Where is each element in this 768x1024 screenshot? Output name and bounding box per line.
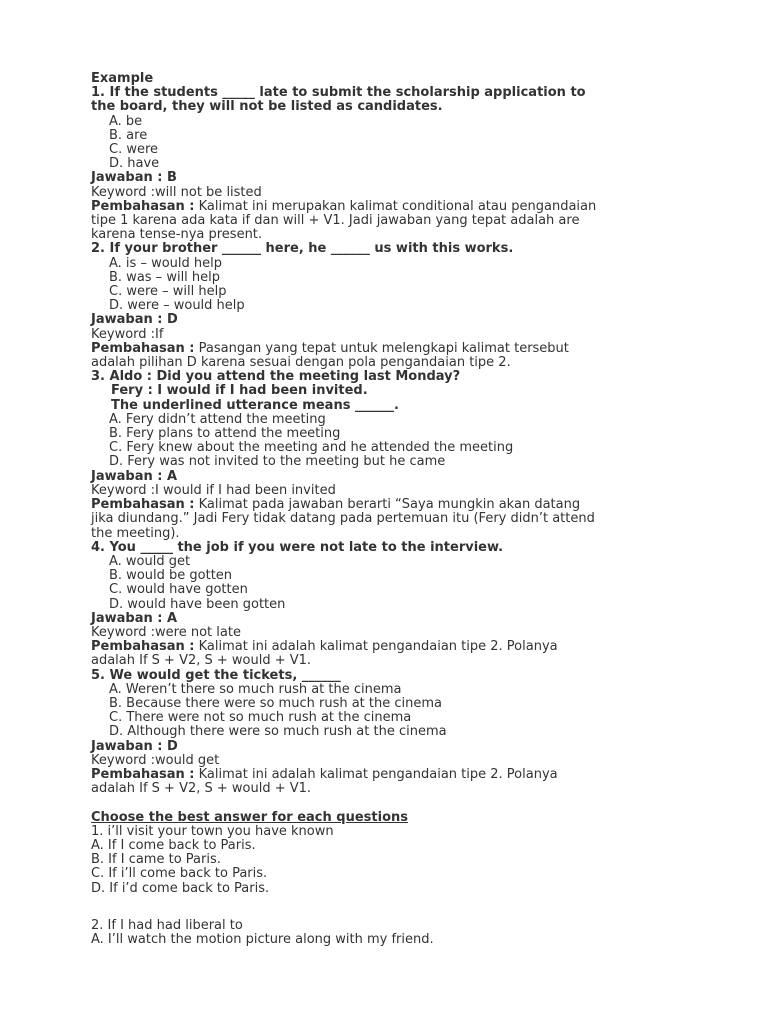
question-1-explanation-line-3: karena tense-nya present. — [91, 227, 263, 243]
question-2-option-b: B. was – will help — [109, 269, 221, 285]
question-2-line-1: 2. If your brother ______ here, he ______ us with this works. — [91, 241, 514, 257]
example-heading: Example — [91, 71, 154, 86]
question-2-keyword: Keyword :If — [91, 326, 164, 342]
question-5-answer: Jawaban : D — [91, 738, 178, 754]
question-4-answer: Jawaban : A — [91, 610, 178, 626]
explanation-label: Pembahasan : — [91, 340, 195, 356]
spacer — [91, 796, 691, 810]
question-1-line-2: the board, they will not be listed as candidates. — [91, 99, 443, 115]
exercise-1-line-1: 1. i’ll visit your town you have known — [91, 823, 334, 839]
section-heading: Choose the best answer for each questions — [91, 809, 408, 825]
question-3-option-b: B. Fery plans to attend the meeting — [109, 426, 341, 442]
question-2-option-c: C. were – will help — [109, 284, 227, 300]
question-2-answer: Jawaban : D — [91, 312, 178, 328]
question-3-explanation-line-2: jika diundang.” Jadi Fery tidak datang pada pertemuan itu (Fery didn’t attend — [91, 511, 595, 527]
question-3-explanation-line-3: the meeting). — [91, 525, 180, 541]
question-4-option-b: B. would be gotten — [109, 568, 233, 584]
question-5-option-c: C. There were not so much rush at the cinema — [109, 710, 412, 726]
question-5-option-b: B. Because there were so much rush at the cinema — [109, 695, 442, 711]
question-4-option-d: D. would have been gotten — [109, 596, 286, 612]
question-4-line-1: 4. You _____ the job if you were not late to the interview. — [91, 539, 504, 555]
question-3-option-d: D. Fery was not invited to the meeting but he came — [109, 454, 446, 470]
question-3-explanation — [91, 498, 691, 512]
question-4-keyword: Keyword :were not late — [91, 624, 241, 640]
question-1-explanation-line-2: tipe 1 karena ada kata if dan will + V1. Jadi jawaban yang tepat adalah are — [91, 213, 580, 229]
question-1-explanation — [91, 200, 691, 214]
question-2-explanation-line-2: adalah pilihan D karena sesuai dengan pola pengandaian tipe 2. — [91, 355, 511, 371]
spacer — [91, 896, 691, 919]
question-4-explanation — [91, 640, 691, 654]
explanation-label: Pembahasan : — [91, 497, 195, 513]
question-5-keyword: Keyword :would get — [91, 752, 220, 768]
question-1-line-1: 1. If the students _____ late to submit the scholarship application to — [91, 85, 586, 101]
document-page — [91, 72, 691, 947]
explanation-label: Pembahasan : — [91, 639, 195, 655]
question-1-option-b: B. are — [109, 127, 148, 143]
explanation-text: Pasangan yang tepat untuk melengkapi kalimat tersebut — [194, 340, 569, 356]
exercise-2-line-1: 2. If I had had liberal to — [91, 917, 243, 933]
question-3-answer: Jawaban : A — [91, 468, 178, 484]
question-1-answer: Jawaban : B — [91, 170, 177, 186]
question-2-option-a: A. is – would help — [109, 255, 223, 271]
question-3-option-a: A. Fery didn’t attend the meeting — [109, 411, 326, 427]
question-3-line-2: Fery : I would if I had been invited. — [111, 383, 368, 399]
question-5-explanation — [91, 768, 691, 782]
explanation-text: Kalimat pada jawaban berarti “Saya mungkin akan datang — [194, 497, 581, 513]
question-5-line-1: 5. We would get the tickets, ______ — [91, 667, 341, 683]
question-5-explanation-line-2: adalah If S + V2, S + would + V1. — [91, 781, 312, 797]
exercise-1-option-b: B. If I came to Paris. — [91, 852, 221, 868]
explanation-text: Kalimat ini adalah kalimat pengandaian tipe 2. Polanya — [194, 766, 558, 782]
question-1-option-d: D. have — [109, 156, 160, 172]
exercise-1-option-c: C. If i’ll come back to Paris. — [91, 866, 268, 882]
question-4-explanation-line-2: adalah If S + V2, S + would + V1. — [91, 653, 312, 669]
question-3-line-1: 3. Aldo : Did you attend the meeting last Monday? — [91, 369, 461, 385]
explanation-label: Pembahasan : — [91, 198, 195, 214]
exercise-2-option-a: A. I’ll watch the motion picture along with my friend. — [91, 931, 434, 947]
question-5-option-a: A. Weren’t there so much rush at the cinema — [109, 681, 402, 697]
question-1-option-c: C. were — [109, 142, 159, 158]
explanation-label: Pembahasan : — [91, 766, 195, 782]
explanation-text: Kalimat ini adalah kalimat pengandaian tipe 2. Polanya — [194, 639, 558, 655]
question-1-keyword: Keyword :will not be listed — [91, 184, 262, 200]
question-4-option-a: A. would get — [109, 553, 191, 569]
exercise-1-option-a: A. If I come back to Paris. — [91, 837, 256, 853]
question-1-option-a: A. be — [109, 113, 143, 129]
question-4-option-c: C. would have gotten — [109, 582, 248, 598]
question-3-line-3: The underlined utterance means ______. — [111, 397, 399, 413]
question-2-option-d: D. were – would help — [109, 298, 245, 314]
question-3-option-c: C. Fery knew about the meeting and he attended the meeting — [109, 440, 514, 456]
question-5-option-d: D. Although there were so much rush at the cinema — [109, 724, 447, 740]
question-3-keyword: Keyword :I would if I had been invited — [91, 482, 336, 498]
question-2-explanation — [91, 342, 691, 356]
exercise-1-option-d: D. If i’d come back to Paris. — [91, 880, 270, 896]
explanation-text: Kalimat ini merupakan kalimat conditional atau pengandaian — [194, 198, 597, 214]
